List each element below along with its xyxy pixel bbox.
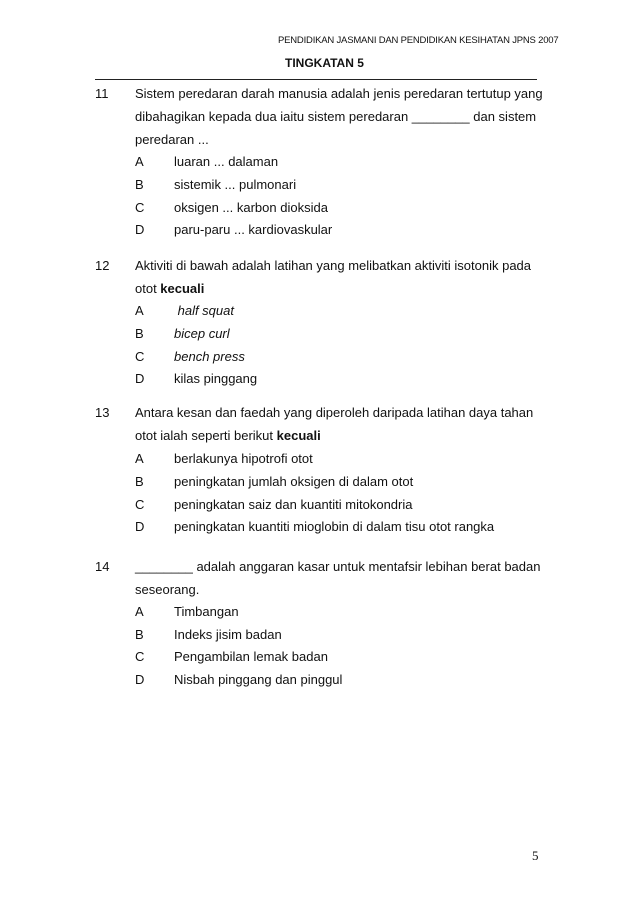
option-letter: C — [135, 200, 145, 215]
question-line-2-text: otot ialah seperti berikut — [135, 428, 277, 443]
option-letter: C — [135, 349, 145, 364]
question-line-1: Antara kesan dan faedah yang diperoleh daripada latihan daya tahan — [135, 405, 534, 420]
emphasis-kecuali: kecuali — [160, 281, 205, 296]
header-org: PENDIDIKAN JASMANI DAN PENDIDIKAN KESIHATAN JPNS 2007 — [278, 35, 559, 46]
option-text: sistemik ... pulmonari — [174, 177, 297, 192]
option-text: bench press — [174, 349, 245, 364]
option-letter: B — [135, 177, 144, 192]
option-text: peningkatan kuantiti mioglobin di dalam tisu otot rangka — [174, 519, 495, 534]
option-letter: B — [135, 326, 144, 341]
option-text: Pengambilan lemak badan — [174, 649, 328, 664]
option-letter: C — [135, 649, 145, 664]
option-text: kilas pinggang — [174, 371, 258, 386]
question-number: 13 — [95, 405, 110, 420]
option-letter: A — [135, 451, 144, 466]
option-letter: A — [135, 604, 144, 619]
question-line-2: seseorang. — [135, 582, 200, 597]
option-text: luaran ... dalaman — [174, 154, 279, 169]
option-letter: D — [135, 519, 145, 534]
option-letter: A — [135, 154, 144, 169]
option-text: paru-paru ... kardiovaskular — [174, 222, 333, 237]
option-letter: B — [135, 627, 144, 642]
option-letter: D — [135, 371, 145, 386]
option-text: peningkatan jumlah oksigen di dalam otot — [174, 474, 414, 489]
option-text: half squat — [174, 303, 234, 318]
option-text: berlakunya hipotrofi otot — [174, 451, 313, 466]
header-level: TINGKATAN 5 — [285, 56, 364, 70]
option-text: bicep curl — [174, 326, 230, 341]
option-letter: A — [135, 303, 144, 318]
question-line-1: Sistem peredaran darah manusia adalah jenis peredaran tertutup yang — [135, 86, 543, 101]
option-text: Nisbah pinggang dan pinggul — [174, 672, 343, 687]
option-letter: D — [135, 222, 145, 237]
option-text: oksigen ... karbon dioksida — [174, 200, 328, 215]
question-number: 14 — [95, 559, 110, 574]
page-number: 5 — [532, 848, 539, 863]
question-line-2 — [135, 281, 204, 296]
question-line-2 — [135, 428, 321, 443]
question-number: 12 — [95, 258, 110, 273]
question-number: 11 — [95, 86, 109, 101]
option-letter: D — [135, 672, 145, 687]
emphasis-kecuali: kecuali — [276, 428, 321, 443]
option-text: Indeks jisim badan — [174, 627, 282, 642]
option-letter: B — [135, 474, 144, 489]
question-line-3: peredaran ... — [135, 132, 209, 147]
option-text: Timbangan — [174, 604, 239, 619]
question-line-1: Aktiviti di bawah adalah latihan yang melibatkan aktiviti isotonik pada — [135, 258, 532, 273]
question-line-1: ________ adalah anggaran kasar untuk mentafsir lebihan berat badan — [135, 559, 541, 574]
question-line-2-text: otot — [135, 281, 161, 296]
header-rule — [95, 79, 537, 80]
option-letter: C — [135, 497, 145, 512]
question-line-2: dibahagikan kepada dua iaitu sistem peredaran ________ dan sistem — [135, 109, 537, 124]
option-text: peningkatan saiz dan kuantiti mitokondria — [174, 497, 413, 512]
